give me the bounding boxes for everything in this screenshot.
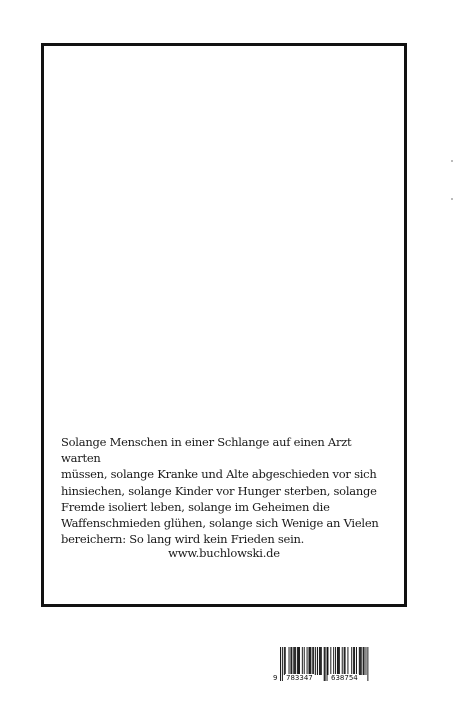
barcode-bar <box>304 647 305 675</box>
isbn-barcode <box>273 645 372 685</box>
barcode-bar <box>298 647 299 675</box>
barcode-bar <box>351 647 352 675</box>
barcode-bar <box>344 647 345 675</box>
barcode-bar <box>345 647 346 675</box>
barcode-bar <box>293 647 294 675</box>
barcode-bar <box>299 647 300 675</box>
barcode-bar <box>312 647 313 675</box>
stray-mark <box>451 160 453 162</box>
barcode-bar <box>315 647 316 675</box>
barcode-bar <box>347 647 348 675</box>
barcode-bar <box>360 647 361 675</box>
barcode-bar <box>325 647 326 681</box>
barcode-bar <box>337 647 338 675</box>
blurb-line: Waffenschmieden glühen, solange sich Wenige an Vielen <box>61 516 379 531</box>
barcode-bar <box>284 647 285 675</box>
barcode-bar <box>342 647 343 675</box>
barcode-bar <box>367 647 368 681</box>
barcode-digits-right: 638754 <box>331 674 358 682</box>
barcode-bar <box>361 647 362 675</box>
back-cover-blurb <box>61 434 391 547</box>
barcode-bar <box>282 647 283 681</box>
barcode-bar <box>327 647 328 681</box>
barcode-bar <box>313 647 314 675</box>
barcode-bar <box>339 647 340 675</box>
barcode-bar <box>364 647 365 675</box>
barcode-bar <box>366 647 367 675</box>
barcode-bar <box>295 647 296 675</box>
barcode-bar <box>338 647 339 675</box>
barcode-bar <box>290 647 291 675</box>
barcode-bar <box>310 647 311 675</box>
barcode-bar <box>333 647 334 675</box>
barcode-bar <box>280 647 281 681</box>
barcode-bar <box>354 647 355 675</box>
barcode-bar <box>307 647 308 675</box>
blurb-line: bereichern: So lang wird kein Frieden sein. <box>61 532 305 547</box>
website-link[interactable]: www.buchlowski.de <box>168 546 280 560</box>
barcode-bar <box>291 647 292 675</box>
blurb-line: hinsiechen, solange Kinder vor Hunger sterben, solange <box>61 483 377 498</box>
barcode-bar <box>309 647 310 675</box>
barcode-bar <box>302 647 303 675</box>
blurb-line: Fremde isoliert leben, solange im Geheimen die <box>61 499 330 514</box>
barcode-bar <box>309 647 310 675</box>
barcode-bar <box>320 647 321 675</box>
barcode-bar <box>335 647 336 675</box>
barcode-bar <box>285 647 286 675</box>
barcode-bar <box>330 647 331 675</box>
barcode-bar <box>356 647 357 675</box>
barcode-bar <box>353 647 354 675</box>
barcode-bar <box>294 647 295 675</box>
barcode-bar <box>317 647 318 675</box>
barcode-bar <box>321 647 322 675</box>
cover-frame <box>41 43 407 607</box>
barcode-bar <box>328 647 329 675</box>
blurb-line: müssen, solange Kranke und Alte abgeschieden vor sich <box>61 467 377 482</box>
barcode-digit-first: 9 <box>273 674 278 682</box>
barcode-bar <box>363 647 364 675</box>
stray-mark <box>451 198 453 200</box>
barcode-bar <box>324 647 325 681</box>
barcode-bar <box>319 647 320 675</box>
blurb-line: Solange Menschen in einer Schlange auf einen Arzt warten <box>61 435 352 466</box>
barcode-bar <box>297 647 298 675</box>
barcode-bar <box>359 647 360 675</box>
barcode-digits-left: 783347 <box>286 674 313 682</box>
barcode-bar <box>289 647 290 675</box>
